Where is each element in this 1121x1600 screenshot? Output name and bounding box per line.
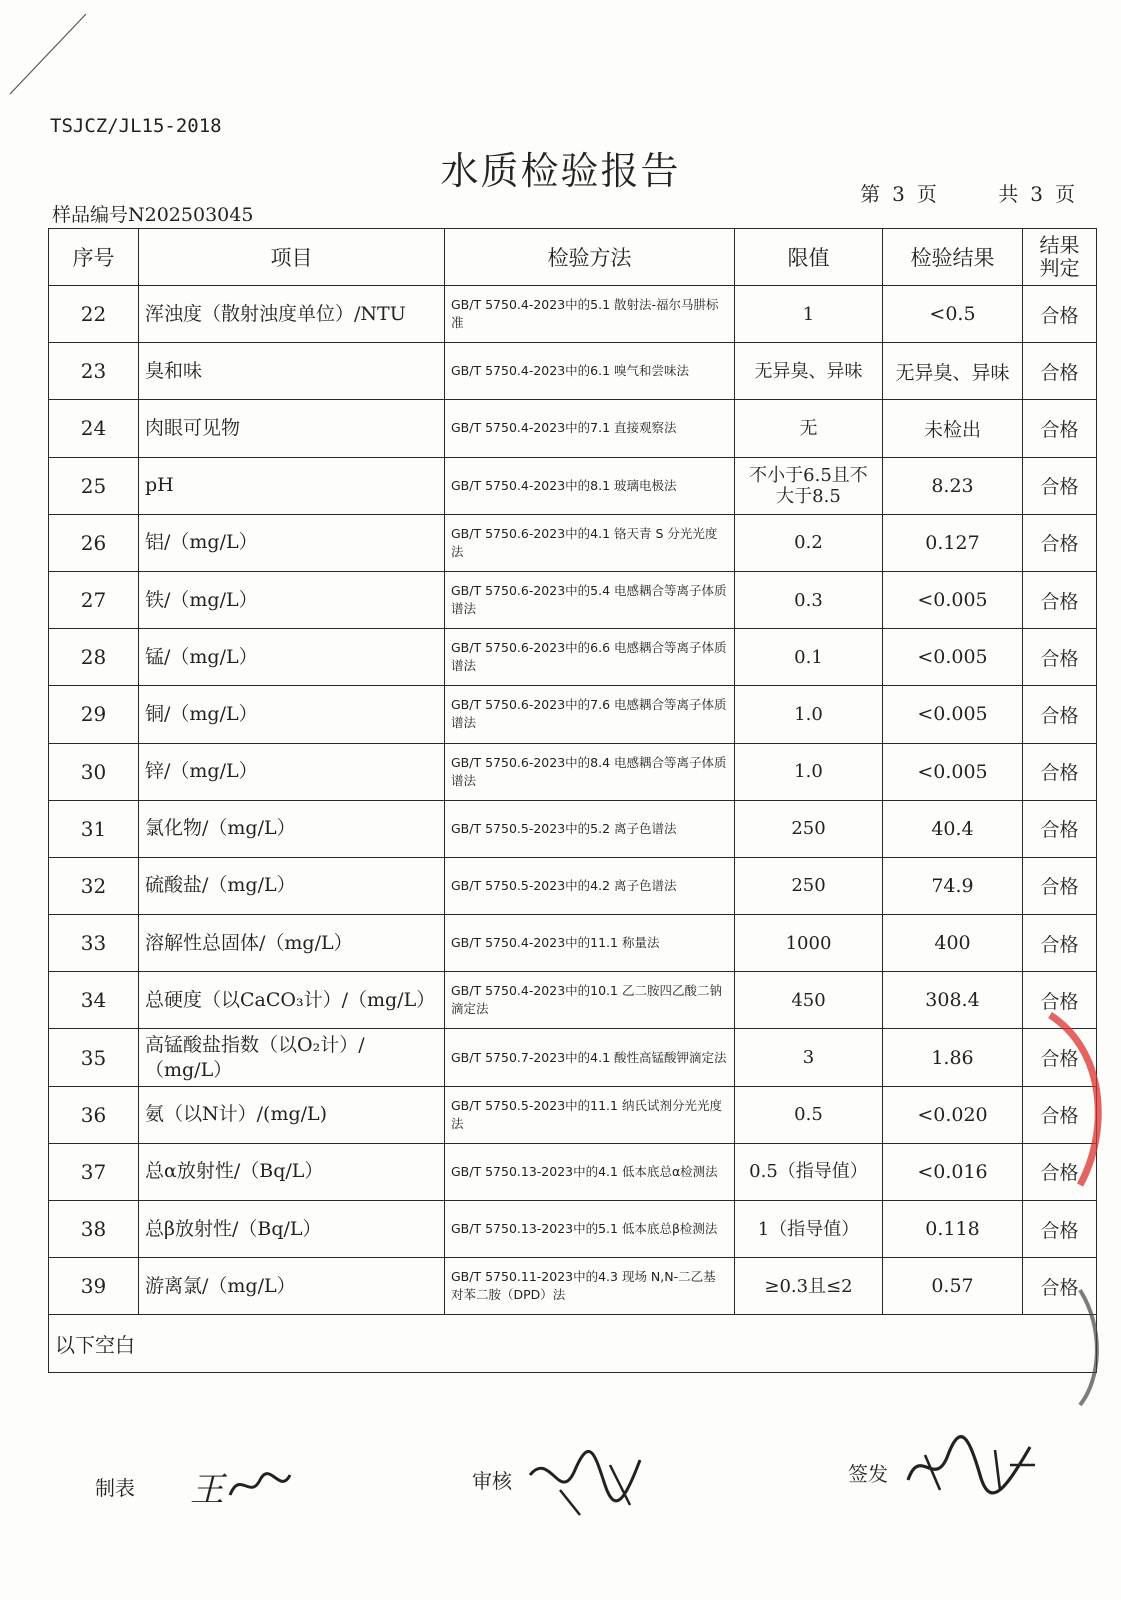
table-row bbox=[49, 571, 1097, 628]
row-item: 肉眼可见物 bbox=[139, 400, 445, 457]
header-result: 检验结果 bbox=[883, 229, 1023, 286]
row-limit: 无 bbox=[735, 400, 883, 457]
row-item: 高锰酸盐指数（以O₂计）/（mg/L） bbox=[139, 1029, 445, 1086]
row-method: GB/T 5750.7-2023中的4.1 酸性高锰酸钾滴定法 bbox=[445, 1029, 735, 1086]
row-seq: 38 bbox=[49, 1201, 139, 1258]
row-limit: 0.2 bbox=[735, 514, 883, 571]
row-result: 308.4 bbox=[883, 972, 1023, 1029]
page-word: 页 bbox=[916, 182, 937, 206]
document-code: TSJCZ/JL15-2018 bbox=[50, 115, 222, 137]
page-current: 3 bbox=[892, 182, 905, 206]
header-judgement bbox=[1023, 229, 1097, 286]
row-item: 游离氯/（mg/L） bbox=[139, 1258, 445, 1315]
row-seq: 24 bbox=[49, 400, 139, 457]
row-method: GB/T 5750.6-2023中的8.4 电感耦合等离子体质谱法 bbox=[445, 743, 735, 800]
total-word: 页 bbox=[1055, 182, 1075, 206]
row-result: 无异臭、异味 bbox=[883, 343, 1023, 400]
row-judgement: 合格 bbox=[1023, 514, 1097, 571]
row-seq: 36 bbox=[49, 1086, 139, 1143]
row-judgement: 合格 bbox=[1023, 915, 1097, 972]
row-method: GB/T 5750.11-2023中的4.3 现场 N,N-二乙基对苯二胺（DPD）法 bbox=[445, 1258, 735, 1315]
row-result: 0.127 bbox=[883, 514, 1023, 571]
table-row bbox=[49, 972, 1097, 1029]
review-signature bbox=[520, 1445, 650, 1520]
table-row bbox=[49, 1201, 1097, 1258]
row-result: <0.5 bbox=[883, 286, 1023, 343]
row-result: 74.9 bbox=[883, 857, 1023, 914]
row-limit: 无异臭、异味 bbox=[735, 343, 883, 400]
row-method: GB/T 5750.13-2023中的4.1 低本底总α检测法 bbox=[445, 1143, 735, 1200]
row-result: 未检出 bbox=[883, 400, 1023, 457]
row-limit: 0.1 bbox=[735, 629, 883, 686]
table-row bbox=[49, 400, 1097, 457]
row-method: GB/T 5750.6-2023中的6.6 电感耦合等离子体质谱法 bbox=[445, 629, 735, 686]
prepared-signature-scribble bbox=[225, 1465, 295, 1505]
row-result: <0.005 bbox=[883, 629, 1023, 686]
report-title: 水质检验报告 bbox=[440, 149, 681, 193]
row-seq: 34 bbox=[49, 972, 139, 1029]
row-judgement: 合格 bbox=[1023, 343, 1097, 400]
row-seq: 39 bbox=[49, 1258, 139, 1315]
page-total: 3 bbox=[1030, 182, 1043, 206]
row-result: <0.005 bbox=[883, 743, 1023, 800]
row-method: GB/T 5750.6-2023中的4.1 铬天青 S 分光光度法 bbox=[445, 514, 735, 571]
row-result: 400 bbox=[883, 915, 1023, 972]
row-seq: 23 bbox=[49, 343, 139, 400]
table-row bbox=[49, 1143, 1097, 1200]
row-limit: 1（指导值） bbox=[735, 1201, 883, 1258]
row-result: 40.4 bbox=[883, 800, 1023, 857]
row-method: GB/T 5750.5-2023中的4.2 离子色谱法 bbox=[445, 857, 735, 914]
table-row bbox=[49, 743, 1097, 800]
row-method: GB/T 5750.13-2023中的5.1 低本底总β检测法 bbox=[445, 1201, 735, 1258]
table-row bbox=[49, 915, 1097, 972]
table-row bbox=[49, 514, 1097, 571]
row-method: GB/T 5750.5-2023中的11.1 纳氏试剂分光光度法 bbox=[445, 1086, 735, 1143]
prepared-label: 制表 bbox=[95, 1476, 135, 1500]
row-judgement: 合格 bbox=[1023, 972, 1097, 1029]
issue-signature bbox=[900, 1435, 1040, 1500]
row-judgement: 合格 bbox=[1023, 1086, 1097, 1143]
row-result: <0.005 bbox=[883, 686, 1023, 743]
row-item: 总α放射性/（Bq/L） bbox=[139, 1143, 445, 1200]
row-seq: 28 bbox=[49, 629, 139, 686]
row-limit: 1.0 bbox=[735, 686, 883, 743]
row-item: 浑浊度（散射浊度单位）/NTU bbox=[139, 286, 445, 343]
row-method: GB/T 5750.4-2023中的10.1 乙二胺四乙酸二钠滴定法 bbox=[445, 972, 735, 1029]
row-seq: 33 bbox=[49, 915, 139, 972]
table-row bbox=[49, 686, 1097, 743]
header-method: 检验方法 bbox=[445, 229, 735, 286]
row-judgement: 合格 bbox=[1023, 1029, 1097, 1086]
row-method: GB/T 5750.5-2023中的5.2 离子色谱法 bbox=[445, 800, 735, 857]
row-judgement: 合格 bbox=[1023, 571, 1097, 628]
row-item: 铜/（mg/L） bbox=[139, 686, 445, 743]
row-seq: 30 bbox=[49, 743, 139, 800]
row-limit: 不小于6.5且不大于8.5 bbox=[735, 457, 883, 514]
row-seq: 31 bbox=[49, 800, 139, 857]
table-row bbox=[49, 1086, 1097, 1143]
row-method: GB/T 5750.4-2023中的8.1 玻璃电极法 bbox=[445, 457, 735, 514]
row-limit: 450 bbox=[735, 972, 883, 1029]
table-row bbox=[49, 343, 1097, 400]
row-limit: ≥0.3且≤2 bbox=[735, 1258, 883, 1315]
row-result: 1.86 bbox=[883, 1029, 1023, 1086]
row-result: <0.016 bbox=[883, 1143, 1023, 1200]
row-item: 硫酸盐/（mg/L） bbox=[139, 857, 445, 914]
row-limit: 1 bbox=[735, 286, 883, 343]
row-method: GB/T 5750.6-2023中的5.4 电感耦合等离子体质谱法 bbox=[445, 571, 735, 628]
header-item: 项目 bbox=[139, 229, 445, 286]
sample-number: 样品编号N202503045 bbox=[52, 204, 254, 226]
row-limit: 250 bbox=[735, 800, 883, 857]
row-seq: 37 bbox=[49, 1143, 139, 1200]
row-result: 8.23 bbox=[883, 457, 1023, 514]
header-limit: 限值 bbox=[735, 229, 883, 286]
scan-mark bbox=[6, 8, 96, 98]
results-table bbox=[48, 228, 1097, 1373]
table-row bbox=[49, 1029, 1097, 1086]
blank-row bbox=[49, 1315, 1097, 1372]
row-limit: 1.0 bbox=[735, 743, 883, 800]
row-judgement: 合格 bbox=[1023, 286, 1097, 343]
row-item: 氨（以N计）/(mg/L) bbox=[139, 1086, 445, 1143]
row-method: GB/T 5750.4-2023中的7.1 直接观察法 bbox=[445, 400, 735, 457]
table-row bbox=[49, 857, 1097, 914]
blank-note: 以下空白 bbox=[49, 1315, 1097, 1372]
row-result: 0.57 bbox=[883, 1258, 1023, 1315]
review-label: 审核 bbox=[472, 1469, 512, 1493]
row-item: 氯化物/（mg/L） bbox=[139, 800, 445, 857]
row-item: 锰/（mg/L） bbox=[139, 629, 445, 686]
row-item: 铝/（mg/L） bbox=[139, 514, 445, 571]
official-stamp bbox=[1010, 1010, 1121, 1410]
row-limit: 0.5（指导值） bbox=[735, 1143, 883, 1200]
row-judgement: 合格 bbox=[1023, 1201, 1097, 1258]
table-row bbox=[49, 457, 1097, 514]
row-judgement: 合格 bbox=[1023, 457, 1097, 514]
prepared-signature: 王 bbox=[190, 1470, 224, 1510]
row-judgement: 合格 bbox=[1023, 1258, 1097, 1315]
issue-label: 签发 bbox=[848, 1462, 888, 1486]
table-row bbox=[49, 629, 1097, 686]
table-body bbox=[49, 286, 1097, 1315]
row-item: 铁/（mg/L） bbox=[139, 571, 445, 628]
row-judgement: 合格 bbox=[1023, 800, 1097, 857]
table-row bbox=[49, 1258, 1097, 1315]
row-method: GB/T 5750.4-2023中的6.1 嗅气和尝味法 bbox=[445, 343, 735, 400]
row-limit: 0.5 bbox=[735, 1086, 883, 1143]
header-judgement-line2: 判定 bbox=[1039, 256, 1080, 280]
row-judgement: 合格 bbox=[1023, 857, 1097, 914]
table-row bbox=[49, 800, 1097, 857]
row-judgement: 合格 bbox=[1023, 1143, 1097, 1200]
row-item: 臭和味 bbox=[139, 343, 445, 400]
row-judgement: 合格 bbox=[1023, 400, 1097, 457]
row-result: <0.020 bbox=[883, 1086, 1023, 1143]
row-result: <0.005 bbox=[883, 571, 1023, 628]
total-prefix: 共 bbox=[998, 182, 1019, 206]
table-row bbox=[49, 286, 1097, 343]
row-limit: 250 bbox=[735, 857, 883, 914]
row-judgement: 合格 bbox=[1023, 686, 1097, 743]
row-seq: 26 bbox=[49, 514, 139, 571]
row-result: 0.118 bbox=[883, 1201, 1023, 1258]
row-item: pH bbox=[139, 457, 445, 514]
table-header-row bbox=[49, 229, 1097, 286]
row-item: 溶解性总固体/（mg/L） bbox=[139, 915, 445, 972]
row-seq: 35 bbox=[49, 1029, 139, 1086]
header-judgement-line1: 结果 bbox=[1039, 233, 1080, 257]
row-method: GB/T 5750.4-2023中的11.1 称量法 bbox=[445, 915, 735, 972]
row-limit: 3 bbox=[735, 1029, 883, 1086]
page-prefix: 第 bbox=[860, 182, 881, 206]
row-limit: 0.3 bbox=[735, 571, 883, 628]
row-judgement: 合格 bbox=[1023, 743, 1097, 800]
row-limit: 1000 bbox=[735, 915, 883, 972]
row-seq: 22 bbox=[49, 286, 139, 343]
header-seq: 序号 bbox=[49, 229, 139, 286]
row-seq: 27 bbox=[49, 571, 139, 628]
row-seq: 32 bbox=[49, 857, 139, 914]
row-seq: 25 bbox=[49, 457, 139, 514]
row-judgement: 合格 bbox=[1023, 629, 1097, 686]
row-item: 总硬度（以CaCO₃计）/（mg/L） bbox=[139, 972, 445, 1029]
page-indicator bbox=[854, 178, 1081, 207]
row-item: 总β放射性/（Bq/L） bbox=[139, 1201, 445, 1258]
row-item: 锌/（mg/L） bbox=[139, 743, 445, 800]
row-method: GB/T 5750.6-2023中的7.6 电感耦合等离子体质谱法 bbox=[445, 686, 735, 743]
row-seq: 29 bbox=[49, 686, 139, 743]
row-method: GB/T 5750.4-2023中的5.1 散射法-福尔马肼标准 bbox=[445, 286, 735, 343]
